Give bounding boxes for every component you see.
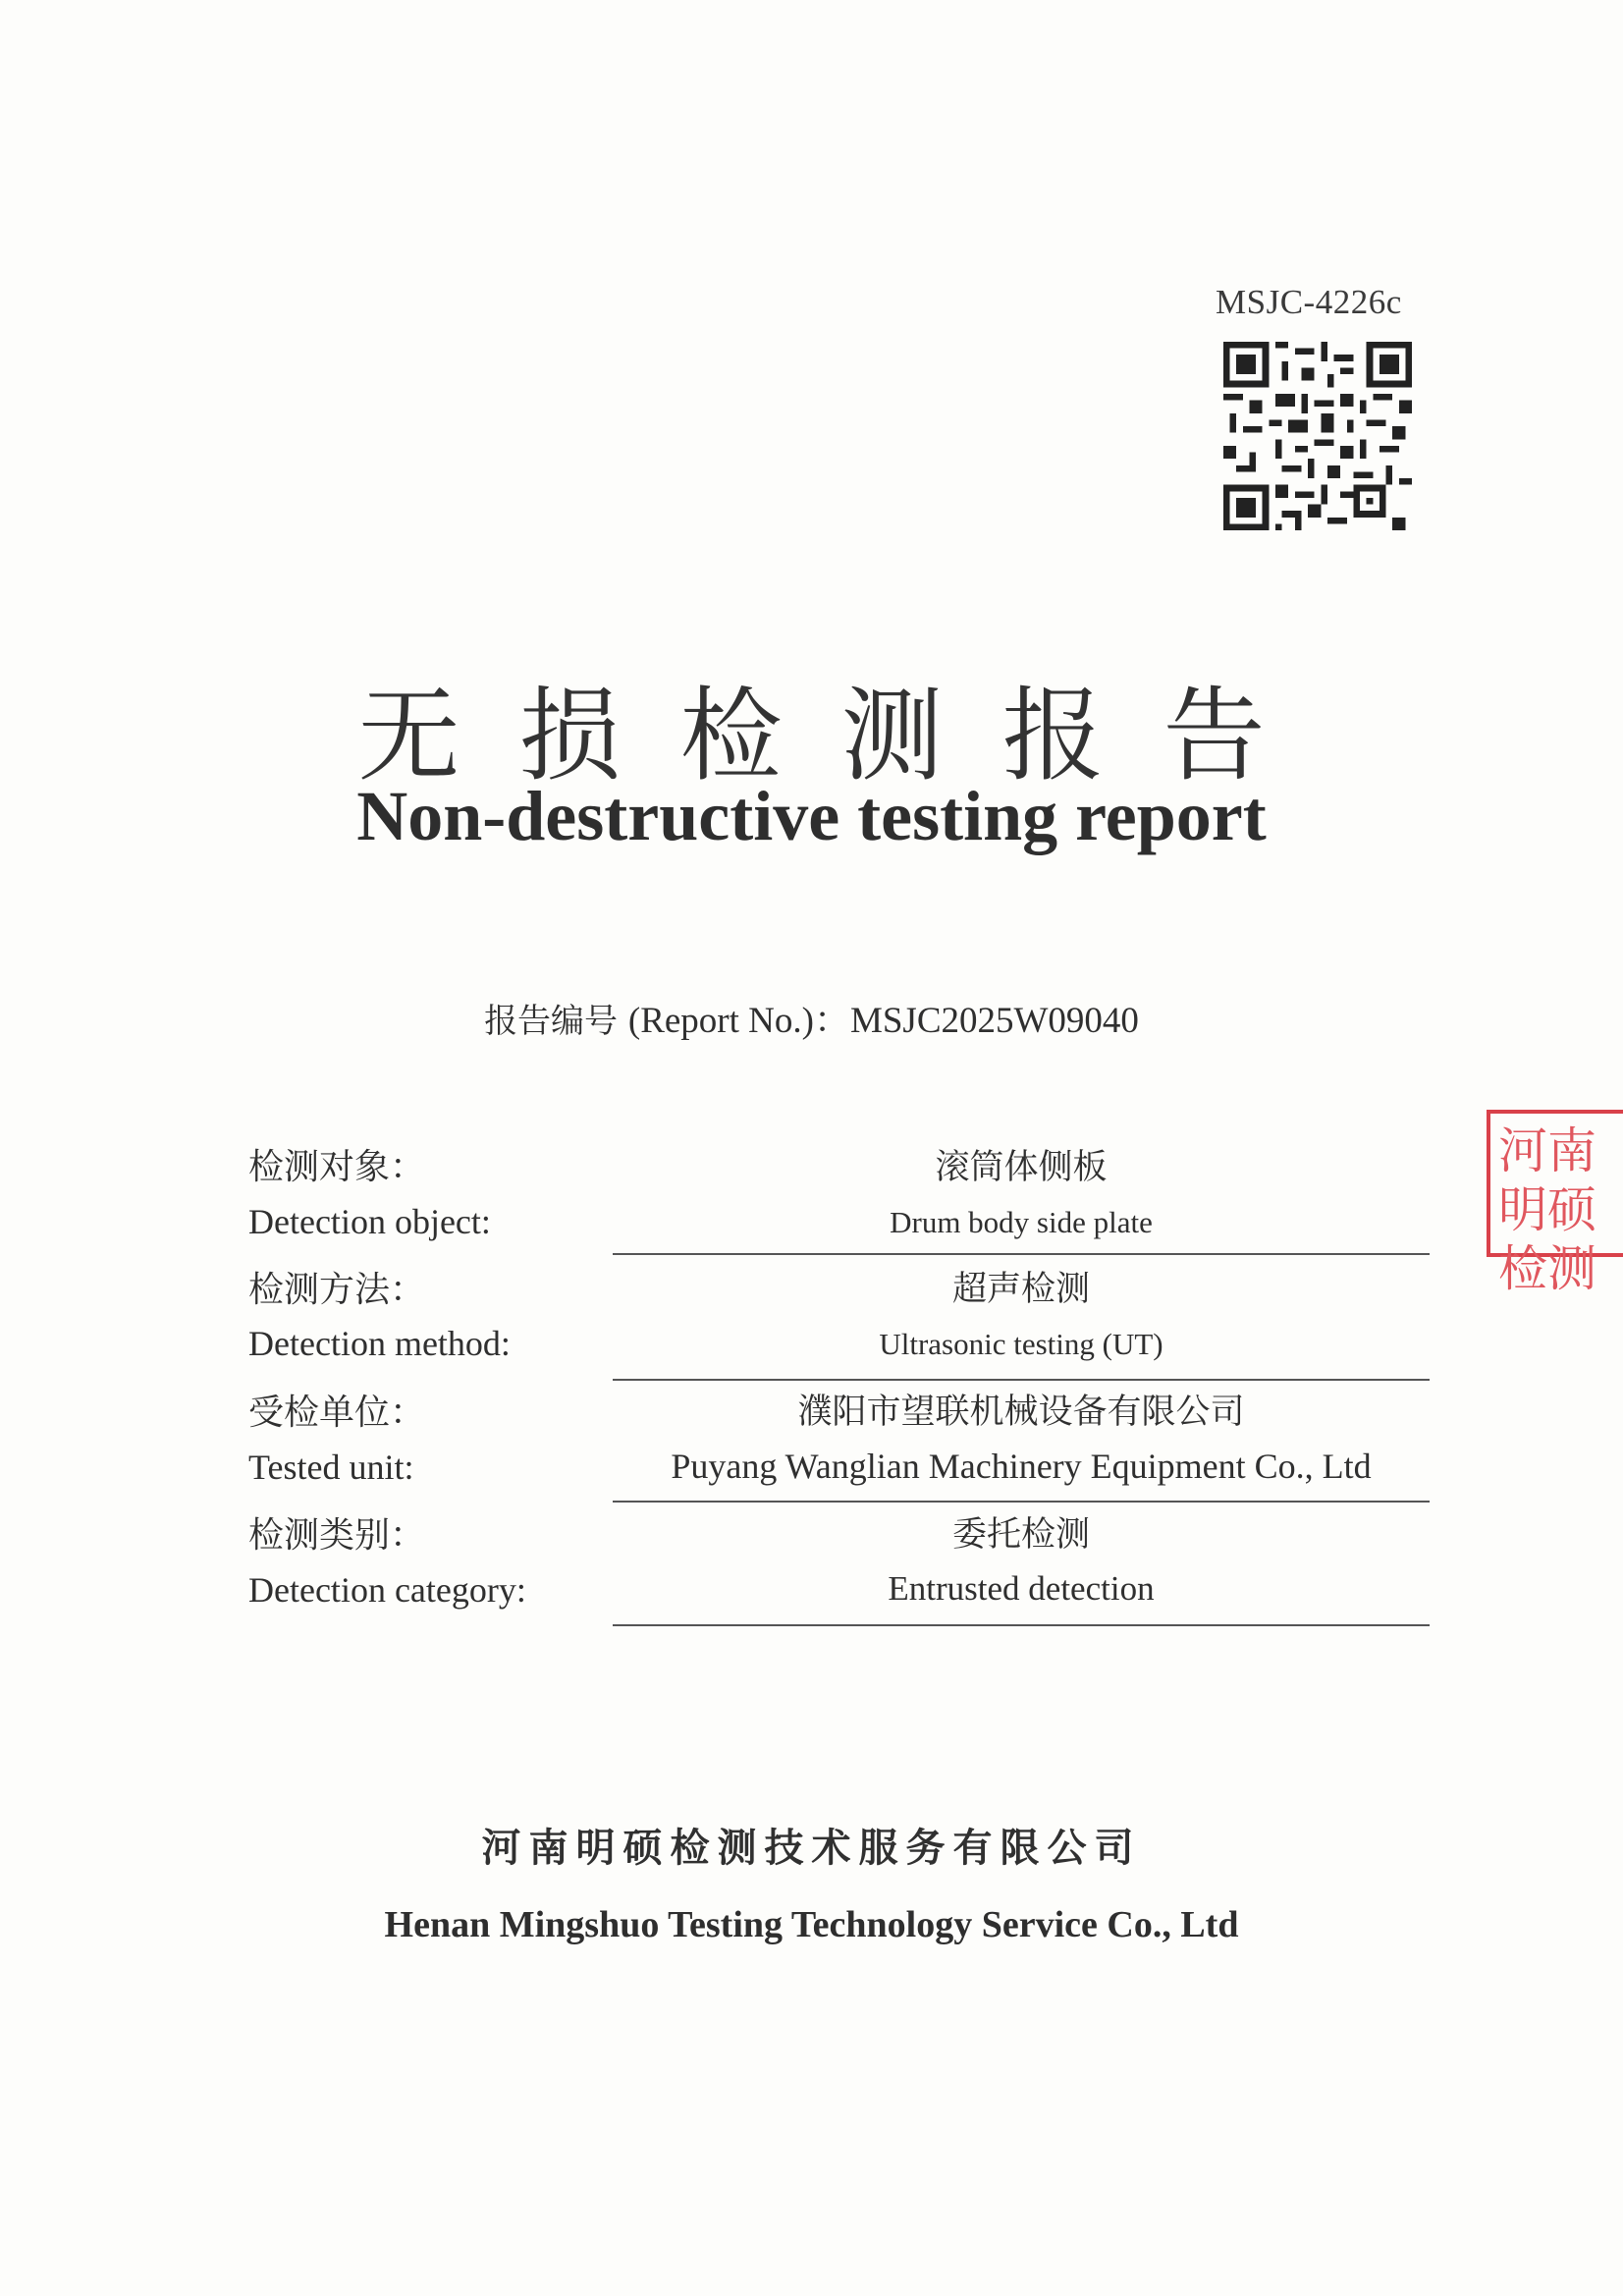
report-title-en: Non-destructive testing report: [356, 777, 1267, 855]
detection-object-value-cn: 滚筒体侧板: [935, 1148, 1108, 1187]
detection-object-value-en: Drum body side plate: [890, 1205, 1153, 1239]
field-divider: [613, 1624, 1430, 1626]
report-number: [0, 990, 1623, 1043]
detection-category-value-en: Entrusted detection: [888, 1569, 1155, 1608]
detection-category-value-cn: 委托检测: [951, 1515, 1090, 1555]
company-seal-stamp: [1487, 1110, 1623, 1297]
field-divider: [613, 1379, 1430, 1381]
detection-method-value-en: Ultrasonic testing (UT): [879, 1327, 1163, 1361]
document-code: MSJC-4226c: [1216, 283, 1402, 321]
detection-category-label-cn: 检测类别：: [248, 1515, 426, 1556]
detection-object-label-en: Detection object:: [248, 1202, 491, 1241]
detection-category-label-en: Detection category:: [248, 1570, 526, 1610]
tested-unit-label-cn: 受检单位：: [248, 1393, 426, 1433]
detection-method-label-en: Detection method:: [248, 1324, 511, 1363]
qr-code-icon: [1223, 342, 1412, 530]
report-number-label-cn: 报告编号: [484, 1002, 619, 1041]
seal-text: 河南明硕检测: [1498, 1122, 1596, 1297]
company-name-cn: 河南明硕检测技术服务有限公司: [481, 1825, 1142, 1871]
field-divider: [613, 1253, 1430, 1255]
detection-method-label-cn: 检测方法：: [248, 1270, 426, 1310]
tested-unit-value-cn: 濮阳市望联机械设备有限公司: [797, 1393, 1245, 1432]
report-number-value: MSJC2025W09040: [849, 1001, 1139, 1041]
detection-method-value-cn: 超声检测: [951, 1270, 1090, 1309]
tested-unit-value-en: Puyang Wanglian Machinery Equipment Co., Ltd: [671, 1447, 1372, 1486]
field-divider: [613, 1501, 1430, 1503]
detection-object-label-cn: 检测对象：: [248, 1147, 426, 1187]
report-number-label-en: (Report No.)：: [627, 1001, 850, 1041]
company-name-en: Henan Mingshuo Testing Technology Service Co., Ltd: [384, 1904, 1239, 1945]
tested-unit-label-en: Tested unit:: [248, 1448, 414, 1487]
report-title-cn: 无损检测报告: [357, 676, 1325, 795]
